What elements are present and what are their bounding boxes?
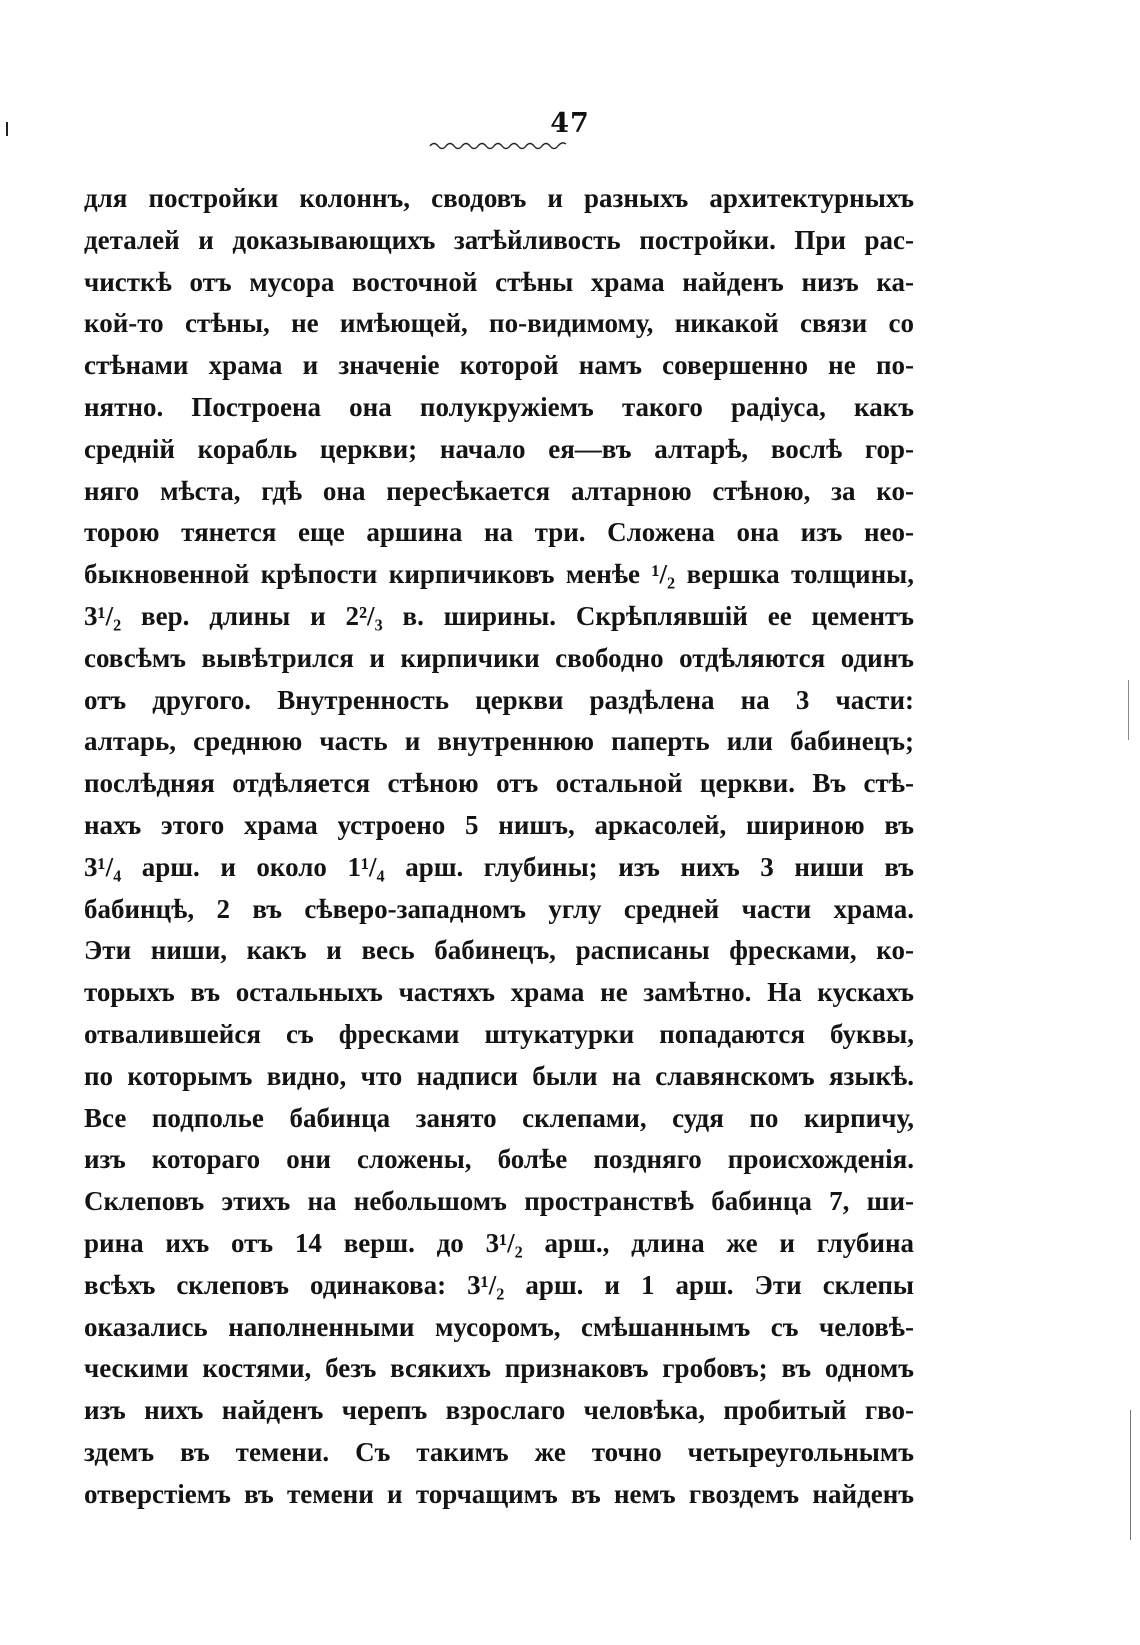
text-line: Эти ниши, какъ и весь бабинецъ, расписаны фресками, ко-	[84, 935, 914, 966]
text-line: 3¹/₄ арш. и около 1¹/₄ арш. глубины; изъ нихъ 3 ниши въ	[84, 851, 914, 882]
scan-mark-left	[6, 122, 8, 136]
text-line: совсѣмъ вывѣтрился и кирпичики свободно отдѣляются одинъ	[84, 642, 914, 673]
text-line: алтарь, среднюю часть и внутреннюю паперть или бабинецъ;	[84, 726, 914, 757]
text-line: 3¹/₂ вер. длины и 2²/₃ в. ширины. Скрѣплявшiй ее цементъ	[84, 600, 914, 631]
text-line: торою тянется еще аршина на три. Сложена она изъ нео-	[84, 517, 914, 548]
text-line: отвалившейся съ фресками штукатурки попадаются буквы,	[84, 1018, 914, 1049]
scan-mark-right-1	[1128, 680, 1129, 740]
text-line: отверстiемъ въ темени и торчащимъ въ немъ гвоздемъ найденъ	[84, 1478, 914, 1509]
body-text	[84, 178, 914, 1516]
text-line: по которымъ видно, что надписи были на славянскомъ языкѣ.	[84, 1060, 914, 1091]
page-number: 47	[550, 108, 590, 139]
text-line: нятно. Построена она полукружiемъ такого радiуса, какъ	[84, 391, 914, 422]
scan-mark-right-2	[1130, 1410, 1131, 1540]
text-line: среднiй корабль церкви; начало ея—въ алтарѣ, вослѣ гор-	[84, 433, 914, 464]
text-line: няго мѣста, гдѣ она пересѣкается алтарною стѣною, за ко-	[84, 475, 914, 506]
text-line: рина ихъ отъ 14 верш. до 3¹/₂ арш., длина же и глубина	[84, 1227, 914, 1258]
text-line: быкновенной крѣпости кирпичиковъ менѣе ¹/₂ вершка толщины,	[84, 559, 914, 590]
text-line: кой-то стѣны, не имѣющей, по-видимому, никакой связи со	[84, 308, 914, 339]
text-line: Все подполье бабинца занято склепами, судя по кирпичу,	[84, 1102, 914, 1133]
text-line: отъ другого. Внутренность церкви раздѣлена на 3 части:	[84, 684, 914, 715]
text-line: торыхъ въ остальныхъ частяхъ храма не замѣтно. На кускахъ	[84, 977, 914, 1008]
text-line: здемъ въ темени. Съ такимъ же точно четыреугольнымъ	[84, 1436, 914, 1467]
text-line: изъ котораго они сложены, болѣе поздняго происхожденiя.	[84, 1144, 914, 1175]
text-line: ческими костями, безъ всякихъ признаковъ гробовъ; въ одномъ	[84, 1353, 914, 1384]
text-line: для постройки колоннъ, сводовъ и разныхъ архитектурныхъ	[84, 183, 914, 213]
decorative-rule	[428, 140, 568, 150]
text-line: бабинцѣ, 2 въ сѣверо-западномъ углу средней части храма.	[84, 893, 914, 924]
text-line: послѣдняя отдѣляется стѣною отъ остальной церкви. Въ стѣ-	[84, 768, 914, 799]
text-line: нахъ этого храма устроено 5 нишъ, аркасолей, шириною въ	[84, 809, 914, 840]
text-line: деталей и доказывающихъ затѣйливость постройки. При рас-	[84, 224, 914, 255]
text-line: Склеповъ этихъ на небольшомъ пространствѣ бабинца 7, ши-	[84, 1186, 914, 1217]
text-line: изъ нихъ найденъ черепъ взрослаго человѣка, пробитый гво-	[84, 1395, 914, 1426]
text-line: чисткѣ отъ мусора восточной стѣны храма найденъ низъ ка-	[84, 266, 914, 297]
text-line: всѣхъ склеповъ одинакова: 3¹/₂ арш. и 1 арш. Эти склепы	[84, 1269, 914, 1300]
text-line: стѣнами храма и значенiе которой намъ совершенно не по-	[84, 350, 914, 381]
text-line: оказались наполненными мусоромъ, смѣшаннымъ съ человѣ-	[84, 1311, 914, 1342]
